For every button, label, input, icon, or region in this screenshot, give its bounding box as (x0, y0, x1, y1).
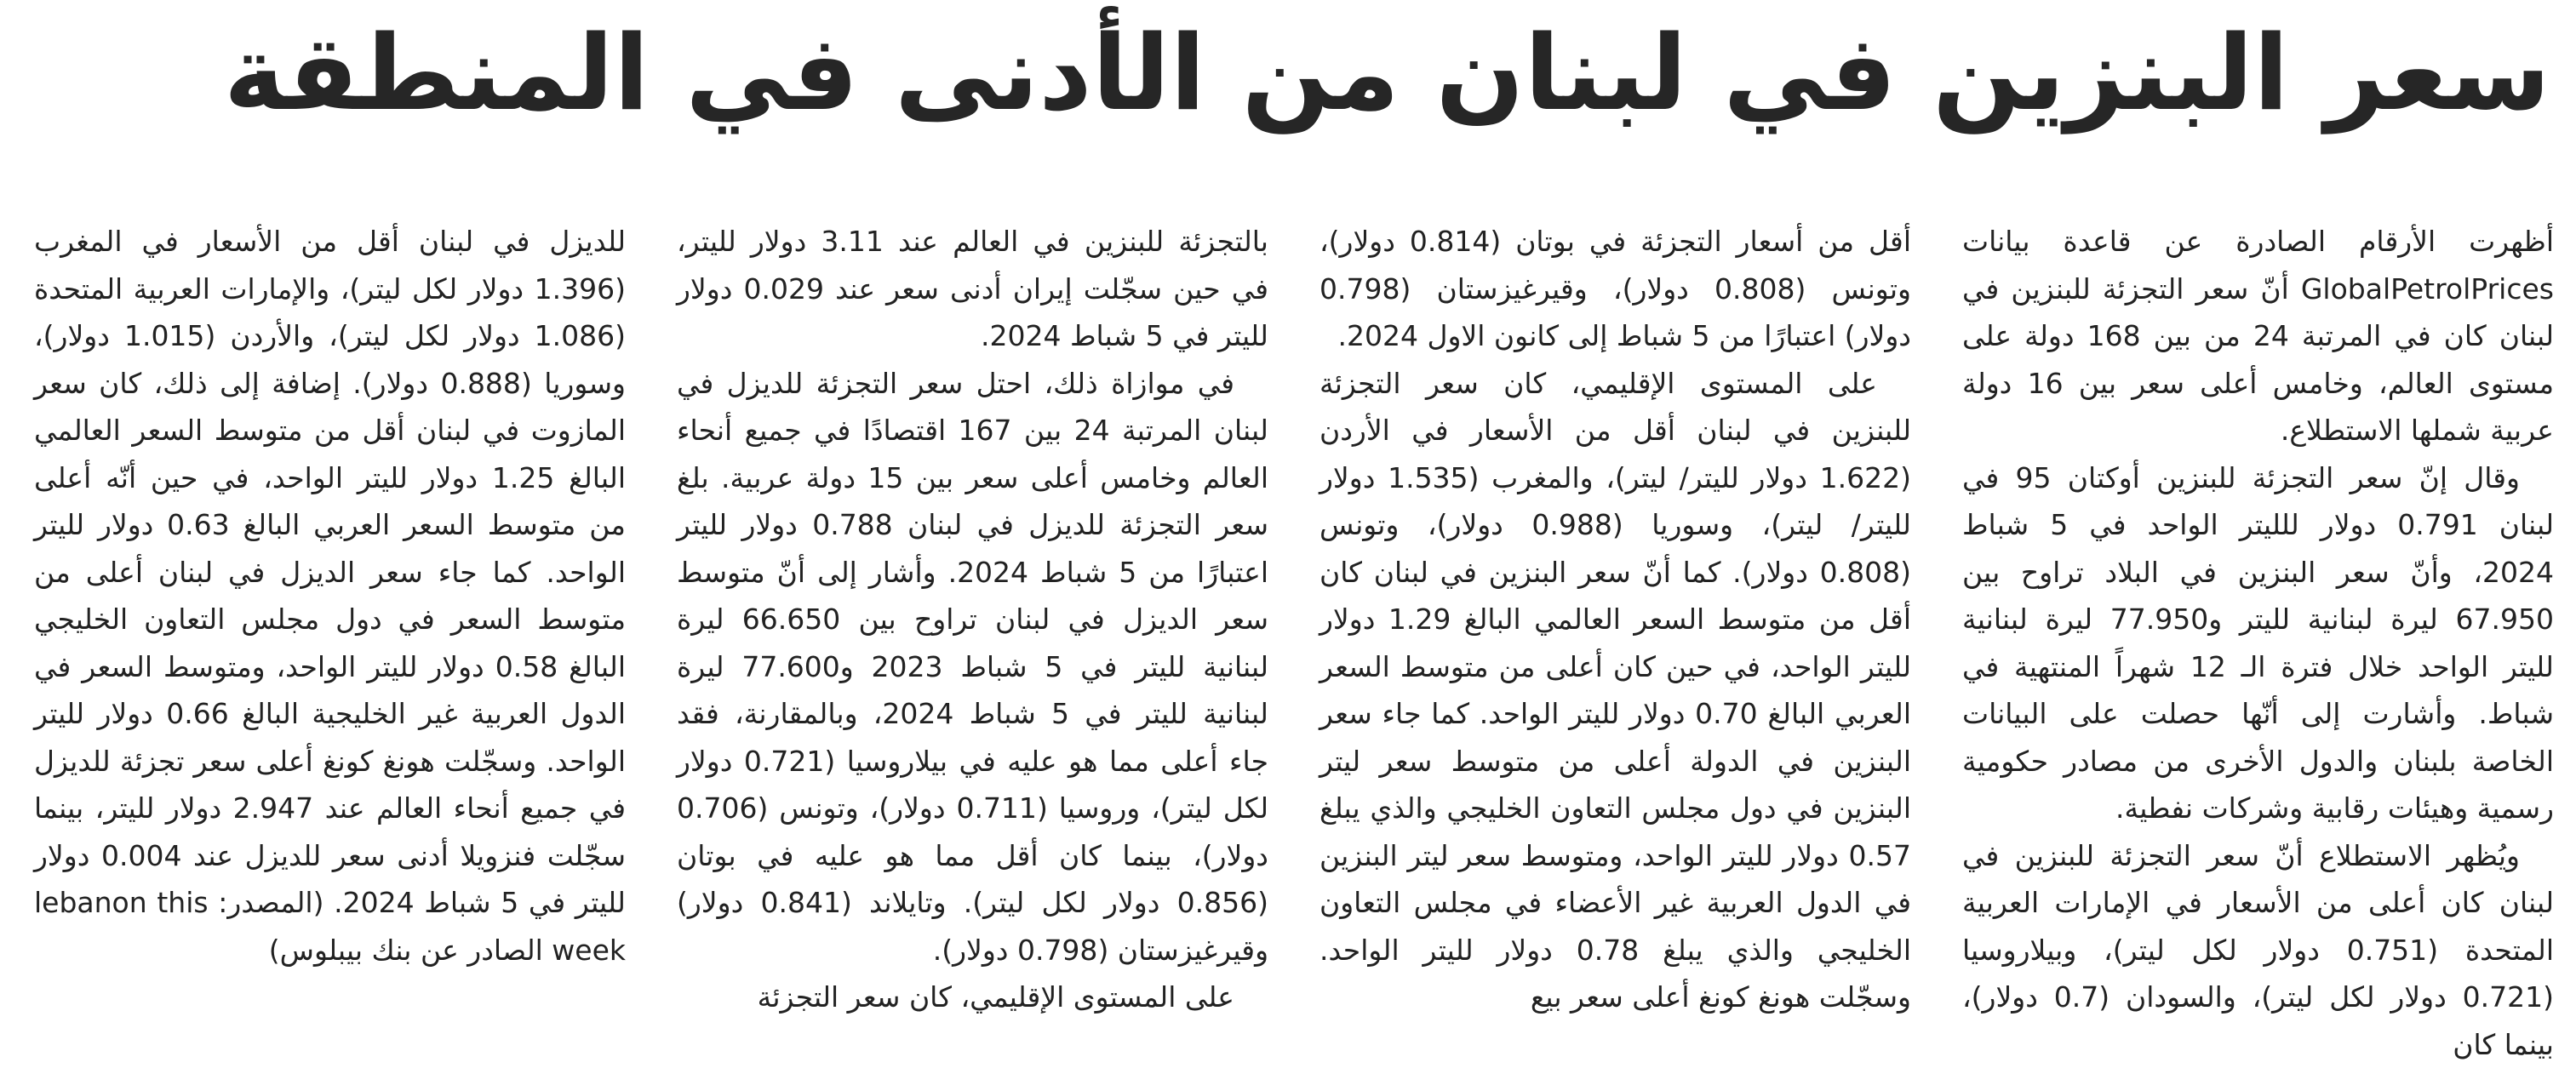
article-column-4 (34, 218, 626, 1009)
paragraph: أظهرت الأرقام الصادرة عن قاعدة بيانات GlobalPetrolPrices أنّ سعر التجزئة للبنزين في لبنان كان في المرتبة 24 من بين 168 دولة على مستوى العالم، وخامس أعلى سعر بين 16 دولة عربية شملها الاستطلاع. (1962, 218, 2554, 454)
article-body (34, 218, 2554, 1009)
paragraph: وقال إنّ سعر التجزئة للبنزين أوكتان 95 في لبنان 0.791 دولار للليتر الواحد في 5 شباط 2024، وأنّ سعر البنزين في البلاد تراوح بين 67.950 ليرة لبنانية لليتر و77.950 ليرة لبنانية لليتر الواحد خلال فترة الـ 12 شهراً المنتهية في شباط. وأشارت إلى أنّها حصلت على البيانات الخاصة بلبنان والدول الأخرى من مصادر حكومية رسمية وهيئات رقابية وشركات نفطية. (1962, 454, 2554, 832)
article-column-1 (1962, 218, 2554, 1009)
article-column-3 (677, 218, 1268, 1009)
paragraph: ويُظهر الاستطلاع أنّ سعر التجزئة للبنزين في لبنان كان أعلى من الأسعار في الإمارات العربية المتحدة (0.751 دولار لكل ليتر)، وبيلاروسيا (0.721 دولار لكل ليتر)، والسودان (0.7 دولار)، بينما كان (1962, 832, 2554, 1068)
paragraph: في موازاة ذلك، احتل سعر التجزئة للديزل في لبنان المرتبة 24 بين 167 اقتصادًا في جميع أنحاء العالم وخامس أعلى سعر بين 15 دولة عربية. بلغ سعر التجزئة للديزل في لبنان 0.788 دولار لليتر اعتبارًا من 5 شباط 2024. وأشار إلى أنّ متوسط سعر الديزل في لبنان تراوح بين 66.650 ليرة لبنانية لليتر في 5 شباط 2023 و77.600 ليرة لبنانية لليتر في 5 شباط 2024، وبالمقارنة، فقد جاء أعلى مما هو عليه في بيلاروسيا (0.721 دولار لكل ليتر)، وروسيا (0.711 دولار)، وتونس (0.706 دولار)، بينما كان أقل مما هو عليه في بوتان (0.856 دولار لكل ليتر). وتايلاند (0.841 دولار) وقيرغيزستان (0.798 دولار). (677, 360, 1268, 974)
paragraph: على المستوى الإقليمي، كان سعر التجزئة (677, 974, 1268, 1021)
paragraph: على المستوى الإقليمي، كان سعر التجزئة للبنزين في لبنان أقل من الأسعار في الأردن (1.622 دولار لليتر/ ليتر)، والمغرب (1.535 دولار لليتر/ ليتر)، وسوريا (0.988 دولار)، وتونس (0.808 دولار). كما أنّ سعر البنزين في لبنان كان أقل من متوسط السعر العالمي البالغ 1.29 دولار لليتر الواحد، في حين كان أعلى من متوسط السعر العربي البالغ 0.70 دولار لليتر الواحد. كما جاء سعر البنزين في الدولة أعلى من متوسط سعر ليتر البنزين في دول مجلس التعاون الخليجي والذي يبلغ 0.57 دولار لليتر الواحد، ومتوسط سعر ليتر البنزين في الدول العربية غير الأعضاء في مجلس التعاون الخليجي والذي يبلغ 0.78 دولار لليتر الواحد. وسجّلت هونغ كونغ أعلى سعر بيع (1319, 360, 1911, 1021)
article-column-2 (1319, 218, 1911, 1009)
paragraph: للديزل في لبنان أقل من الأسعار في المغرب (1.396 دولار لكل ليتر)، والإمارات العربية المتحدة (1.086 دولار لكل ليتر)، والأردن (1.015 دولار)، وسوريا (0.888 دولار). إضافة إلى ذلك، كان سعر المازوت في لبنان أقل من متوسط السعر العالمي البالغ 1.25 دولار لليتر الواحد، في حين أنّه أعلى من متوسط السعر العربي البالغ 0.63 دولار لليتر الواحد. كما جاء سعر الديزل في لبنان أعلى من متوسط السعر في دول مجلس التعاون الخليجي البالغ 0.58 دولار لليتر الواحد، ومتوسط السعر في الدول العربية غير الخليجية البالغ 0.66 دولار لليتر الواحد. وسجّلت هونغ كونغ أعلى سعر تجزئة للديزل في جميع أنحاء العالم عند 2.947 دولار لليتر، بينما سجّلت فنزويلا أدنى سعر للديزل عند 0.004 دولار لليتر في 5 شباط 2024. (المصدر: lebanon this week الصادر عن بنك بيبلوس) (34, 218, 626, 974)
paragraph: أقل من أسعار التجزئة في بوتان (0.814 دولار)، وتونس (0.808 دولار)، وقيرغيزستان (0.798 دولار) اعتبارًا من 5 شباط إلى كانون الاول 2024. (1319, 218, 1911, 360)
page-title: سعر البنزين في لبنان من الأدنى في المنطقة (477, 5, 2550, 141)
paragraph: بالتجزئة للبنزين في العالم عند 3.11 دولار لليتر، في حين سجّلت إيران أدنى سعر عند 0.029 دولار لليتر في 5 شباط 2024. (677, 218, 1268, 360)
